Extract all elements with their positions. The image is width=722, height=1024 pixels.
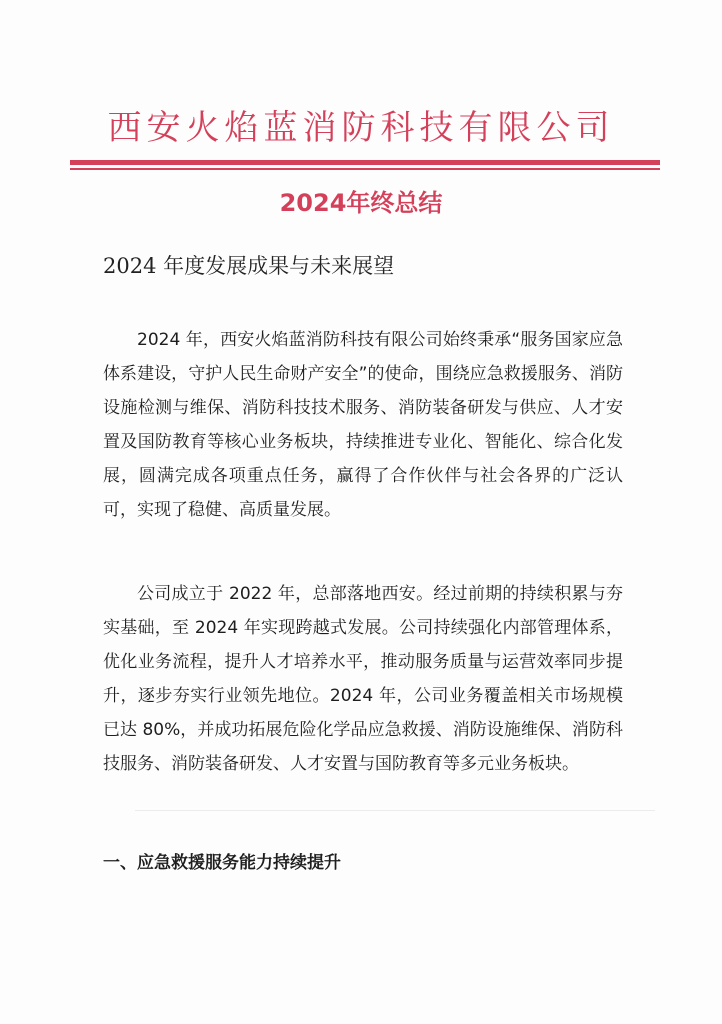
paragraph-1: 2024 年，西安火焰蓝消防科技有限公司始终秉承“服务国家应急体系建设，守护人民生命财产安全”的使命，围绕应急救援服务、消防设施检测与维保、消防科技技术服务、消防装备研发与供应、人才安置及国防教育等核心业务板块，持续推进专业化、智能化、综合化发展，圆满完成各项重点任务，赢得了合作伙伴与社会各界的广泛认可，实现了稳健、高质量发展。 <box>103 330 623 520</box>
header-rule-thin <box>70 168 660 170</box>
subheading-emergency-rescue: 一、应急救援服务能力持续提升 <box>103 853 341 873</box>
faint-divider <box>135 810 655 811</box>
document-title: 2024年终总结 <box>279 189 443 217</box>
company-name-header: 西安火焰蓝消防科技有限公司 <box>107 108 615 148</box>
section-heading: 2024 年度发展成果与未来展望 <box>103 254 395 278</box>
header-rule-thick <box>70 160 660 165</box>
paragraph-2: 公司成立于 2022 年，总部落地西安。经过前期的持续积累与夯实基础，至 2024 年实现跨越式发展。公司持续强化内部管理体系，优化业务流程，提升人才培养水平，推动服务质量与运营效率同步提升，逐步夯实行业领先地位。2024 年，公司业务覆盖相关市场规模已达 80%，并成功拓展危险化学品应急救援、消防设施维保、消防科技服务、消防装备研发、人才安置与国防教育等多元业务板块。 <box>103 584 623 774</box>
